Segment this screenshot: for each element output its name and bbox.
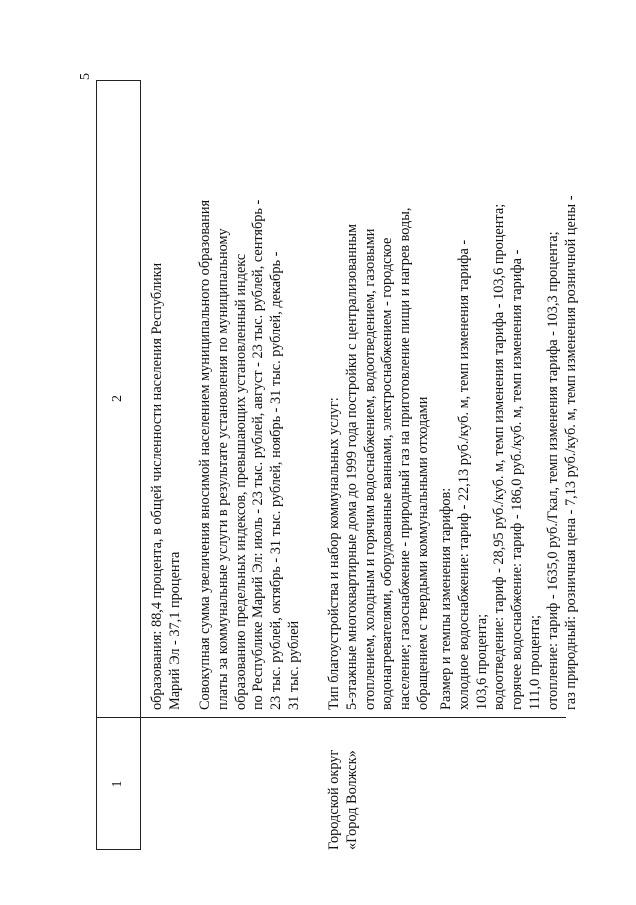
rotated-table-page bbox=[96, 80, 579, 850]
text-line: 23 тыс. рублей, октябрь - 31 тыс. рублей, ноябрь - 31 тыс. рублей, декабрь - bbox=[268, 251, 285, 710]
text-line: Размер и темпы изменения тарифов: bbox=[438, 487, 454, 710]
services-paragraph bbox=[326, 85, 433, 710]
table-top-border bbox=[96, 80, 97, 850]
municipality-line: «Город Волжск» bbox=[343, 750, 360, 850]
table-header-border bbox=[140, 80, 141, 850]
column-header-1: 1 bbox=[110, 780, 125, 788]
tariffs-paragraph bbox=[438, 85, 580, 710]
text-line: холодное водоснабжение: тариф - 22,13 руб./куб. м, темп изменения тарифа - bbox=[455, 239, 472, 710]
text-line: 31 тыс. рублей bbox=[285, 620, 302, 710]
text-line: горячее водоснабжение: тариф - 186,0 руб./куб. м, темп изменения тарифа - bbox=[509, 249, 526, 710]
text-line: платы за коммунальные услуги в результате установления по муниципальному bbox=[214, 228, 231, 710]
text-line: 5-этажные многоквартирные дома до 1999 года постройки с централизованным bbox=[343, 223, 360, 710]
text-line: водоотведение: тариф - 28,95 руб./куб. м, темп изменения тарифа - 103,6 процента; bbox=[491, 203, 508, 710]
text-line: по Республике Марий Эл: июль - 23 тыс. рублей, август - 23 тыс. рублей, сентябрь - bbox=[250, 199, 267, 710]
sum-increase-paragraph bbox=[197, 85, 304, 710]
text-line: Совокупная сумма увеличения вносимой населением муниципального образования bbox=[197, 199, 213, 710]
text-line: Тип благоустройства и набор коммунальных услуг: bbox=[326, 397, 342, 710]
text-line: отопление: тариф - 1635,0 руб./Гкал, темп изменения тарифа - 103,3 процента; bbox=[544, 231, 561, 710]
text-line: Марий Эл - 37,1 процента bbox=[166, 551, 183, 710]
text-line: образованию предельных индексов, превышающих установленный индекс bbox=[232, 253, 249, 710]
text-line: обращением с твердыми коммунальными отходами bbox=[414, 396, 431, 710]
page-number: 5 bbox=[78, 73, 93, 80]
text-line: водонагревателями, оборудованные ваннами, электроснабжением - городское bbox=[379, 237, 396, 710]
text-line: 103,6 процента; bbox=[473, 613, 490, 710]
column-header-2: 2 bbox=[110, 395, 125, 402]
data-table bbox=[96, 80, 579, 850]
text-line: население; газоснабжение - природный газ на приготовление пищи и нагрев воды, bbox=[397, 207, 414, 710]
text-line: газ природный: розничная цена - 7,13 руб./куб. м, темп изменения розничной цены - bbox=[562, 195, 579, 710]
text-line: отоплением, холодным и горячим водоснабжением, водоотведением, газовыми bbox=[361, 228, 378, 710]
text-line: 111,0 процента; bbox=[526, 614, 543, 710]
intro-text bbox=[149, 85, 185, 710]
municipality-line: Городской округ bbox=[326, 749, 342, 850]
text-line: образования: 88,4 процента, в общей численности населения Республики bbox=[149, 262, 165, 710]
municipality-name bbox=[326, 718, 362, 850]
